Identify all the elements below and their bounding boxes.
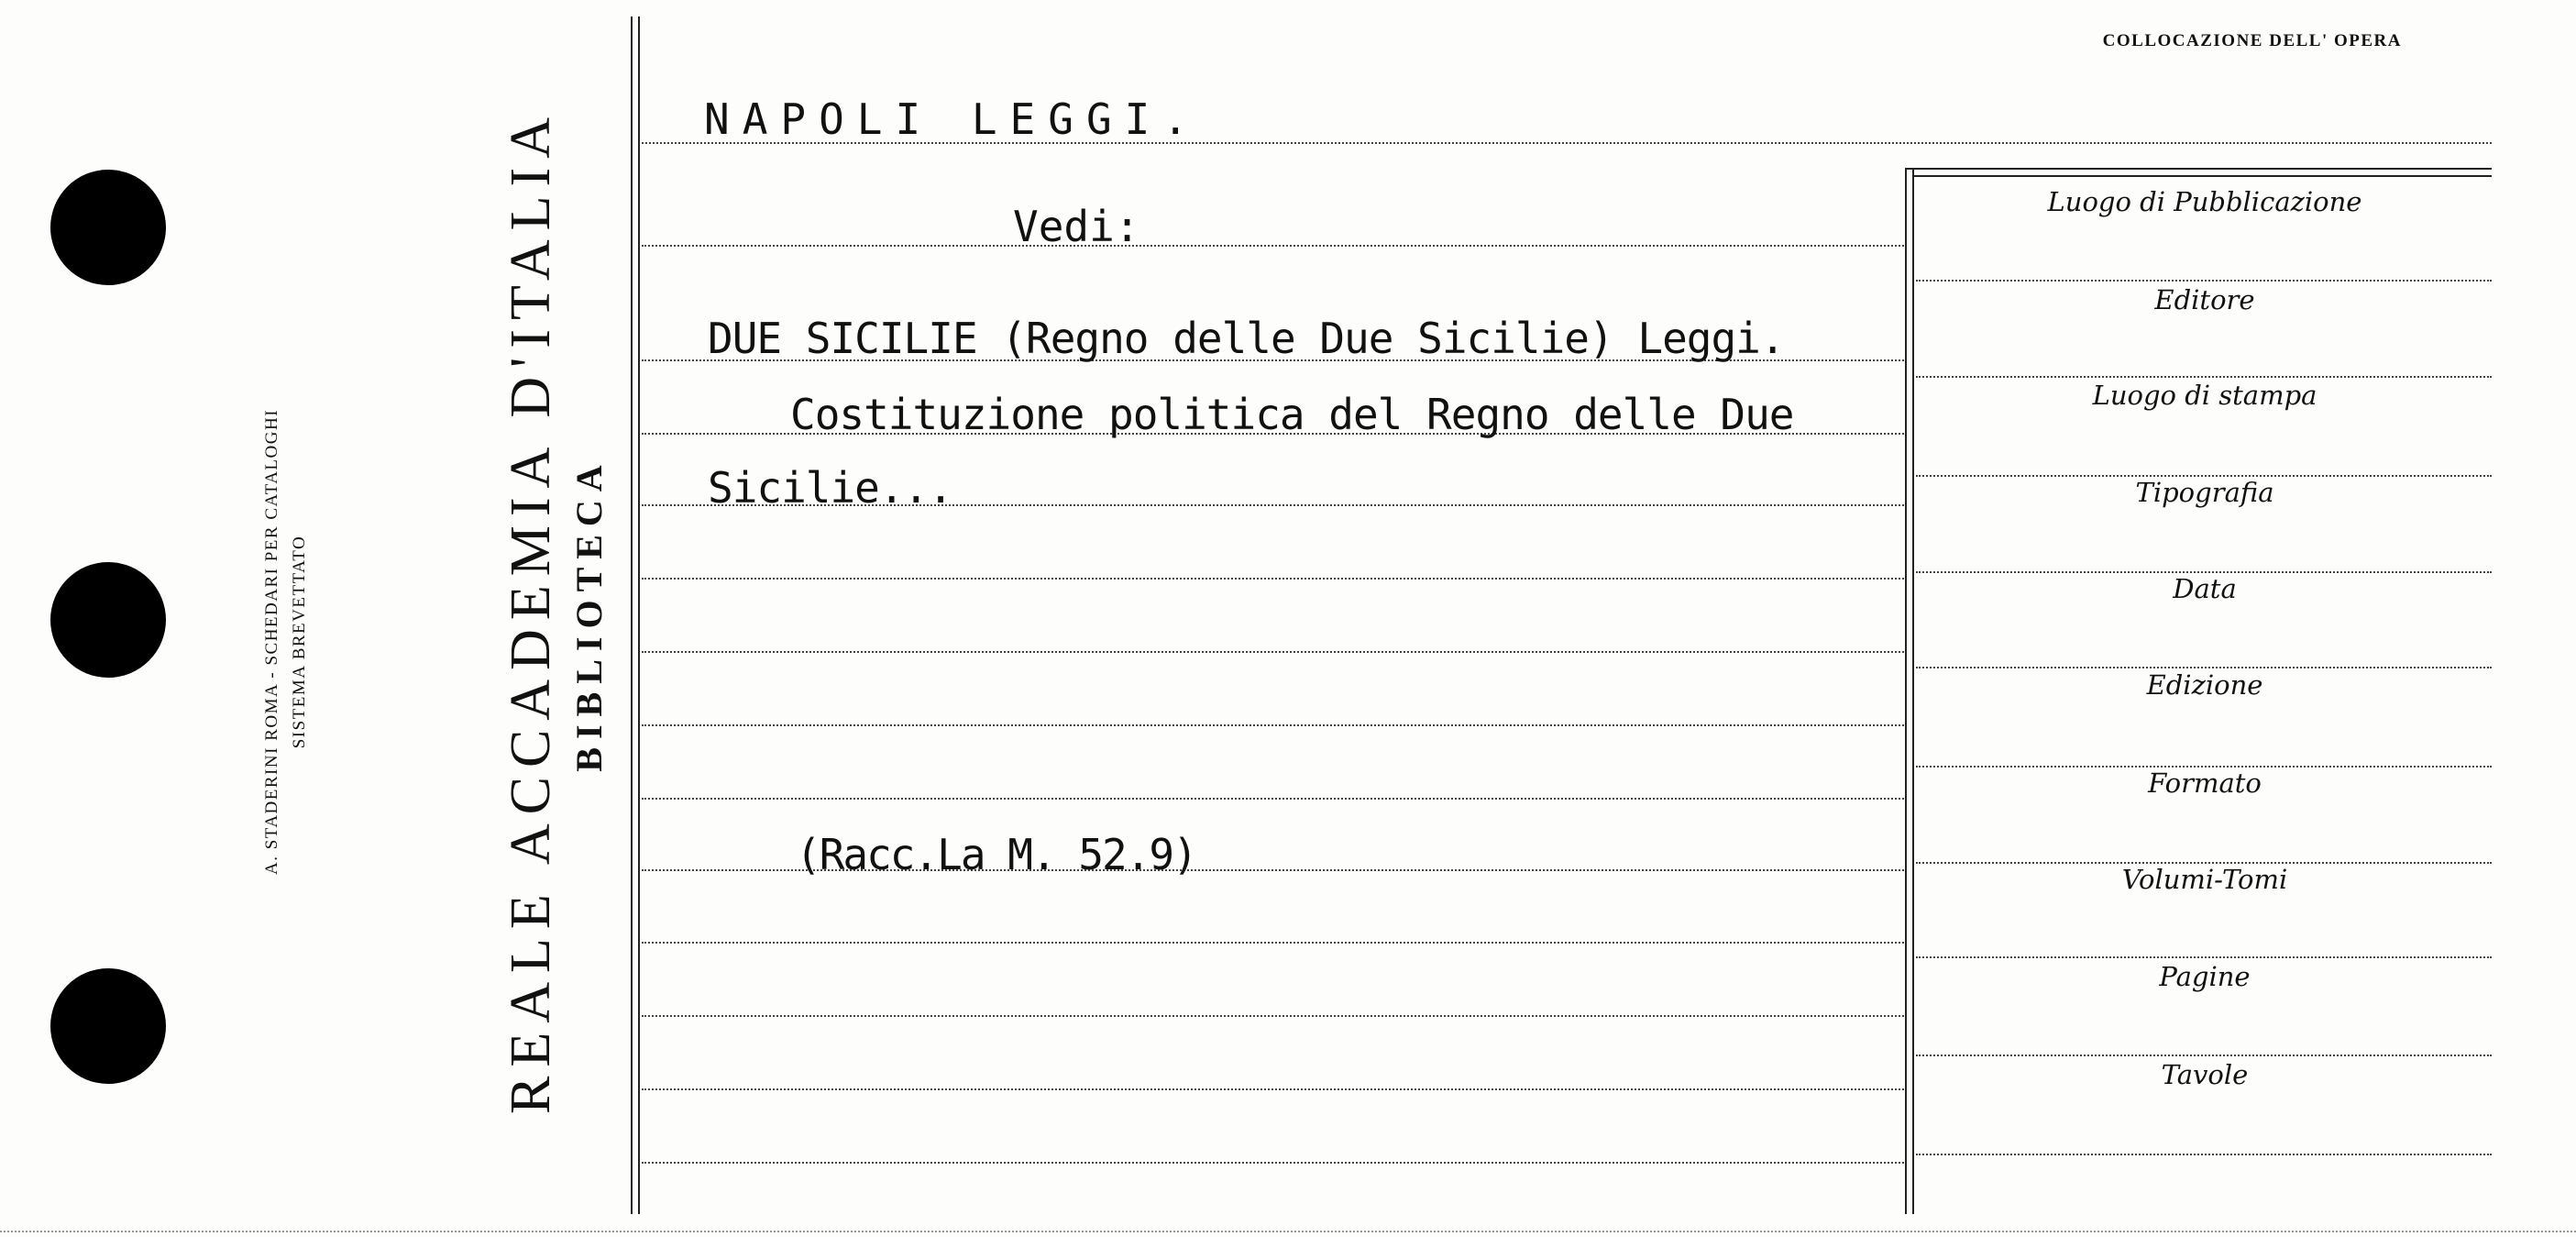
ruled-line: [642, 1015, 1907, 1017]
field-tavole: Tavole: [2161, 1059, 2249, 1090]
field-luogo-pubblicazione: Luogo di Pubblicazione: [2047, 186, 2362, 217]
entry-line-2: Costituzione politica del Regno delle Due: [790, 390, 1794, 439]
field-volumi-tomi: Volumi-Tomi: [2121, 864, 2288, 895]
field-line: [1916, 376, 2492, 378]
panel-border-left-inner: [1912, 170, 1914, 1214]
punch-hole-middle: [50, 562, 166, 678]
printer-credit: [259, 367, 369, 917]
field-data: Data: [2173, 573, 2237, 604]
panel-border-left: [1905, 170, 1907, 1214]
field-line: [1916, 280, 2492, 282]
ruled-line: [642, 1088, 1907, 1090]
panel-border-top-inner: [1912, 175, 2492, 177]
ruled-line: [642, 578, 1907, 580]
ruled-line: [642, 798, 1907, 800]
field-luogo-stampa: Luogo di stampa: [2092, 380, 2317, 411]
left-border-line: [631, 17, 633, 1214]
entry-heading: NAPOLI LEGGI.: [704, 94, 1202, 144]
ruled-line: [642, 245, 1907, 247]
field-line: [1916, 1154, 2492, 1155]
field-line: [1916, 956, 2492, 958]
field-line: [1916, 667, 2492, 668]
ruled-line: [642, 1162, 1907, 1164]
field-editore: Editore: [2154, 284, 2255, 315]
shelf-label: COLLOCAZIONE DELL' OPERA: [2102, 31, 2402, 50]
entry-line-1: DUE SICILIE (Regno delle Due Sicilie) Leggi.: [708, 314, 1785, 363]
punch-hole-bottom: [50, 968, 166, 1084]
entry-reference: (Racc.La M. 52.9): [796, 830, 1196, 879]
ruled-line: [642, 651, 1907, 653]
field-tipografia: Tipografia: [2135, 477, 2274, 508]
ruled-line: [642, 724, 1907, 726]
panel-border-top: [1905, 168, 2492, 170]
institution-block: [495, 108, 642, 1114]
field-line: [1916, 1055, 2492, 1056]
field-pagine: Pagine: [2159, 961, 2251, 992]
printer-credit-line2: SISTEMA BREVETTATO: [290, 535, 309, 749]
entry-see: Vedi:: [1013, 202, 1140, 251]
entry-line-3: Sicilie...: [708, 463, 952, 513]
field-edizione: Edizione: [2146, 669, 2263, 701]
institution-department: BIBLIOTECA: [568, 457, 610, 772]
field-formato: Formato: [2148, 768, 2262, 799]
ruled-line: [642, 942, 1907, 944]
punch-hole-top: [50, 170, 166, 285]
left-border-line-inner: [638, 17, 640, 1214]
institution-name: REALE ACCADEMIA D'ITALIA: [500, 108, 562, 1114]
printer-credit-line1: A. STADERINI ROMA - SCHEDARI PER CATALOGHI: [262, 408, 281, 876]
bottom-edge-line: [0, 1231, 2576, 1232]
